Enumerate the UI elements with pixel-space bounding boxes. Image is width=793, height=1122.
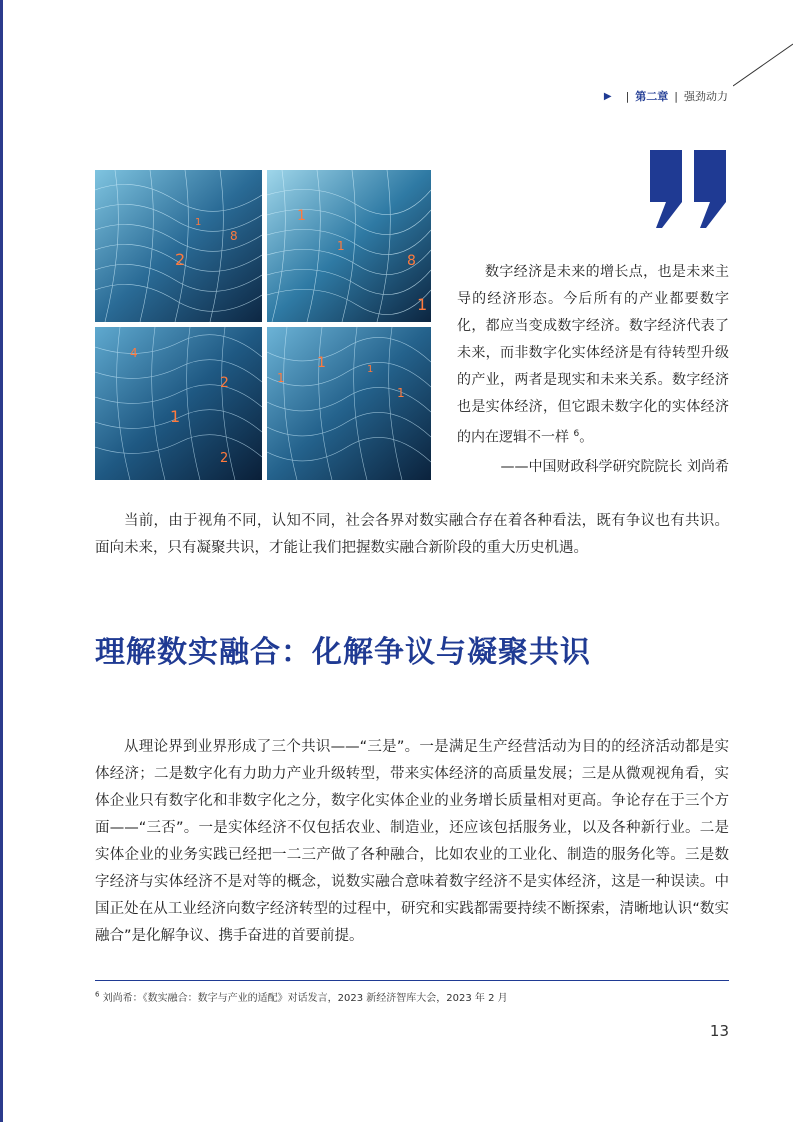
svg-text:1: 1 bbox=[417, 295, 428, 314]
svg-text:1: 1 bbox=[170, 407, 181, 426]
corner-decoration-line bbox=[733, 40, 793, 90]
svg-text:2: 2 bbox=[175, 250, 186, 269]
footnote: $^6$ 刘尚希：《数实融合：数字与产业的适配》对话发言，2023 新经济智库大会，2023 年 2 月 bbox=[95, 990, 508, 1004]
svg-text:8: 8 bbox=[230, 229, 238, 243]
svg-text:1: 1 bbox=[367, 364, 374, 375]
image-tile-bottom-right bbox=[267, 327, 431, 480]
svg-text:1: 1 bbox=[337, 239, 345, 253]
chapter-title: 强劲动力 bbox=[684, 90, 728, 103]
svg-text:2: 2 bbox=[220, 375, 229, 391]
footnote-divider bbox=[95, 980, 729, 981]
section-title: 理解数实融合：化解争议与凝聚共识 bbox=[95, 635, 591, 670]
chapter-label: 第二章 bbox=[635, 90, 669, 103]
footnote-number: 6 bbox=[95, 990, 100, 999]
digital-wave-image bbox=[95, 170, 431, 480]
svg-text:1: 1 bbox=[397, 386, 405, 400]
intro-paragraph: 当前，由于视角不同，认知不同，社会各界对数实融合存在着各种看法，既有争议也有共识。面向未来，只有凝聚共识，才能让我们把握数实融合新阶段的重大历史机遇。 bbox=[95, 513, 729, 556]
footnote-ref: 6 bbox=[573, 429, 580, 439]
svg-text:4: 4 bbox=[130, 346, 138, 360]
running-header: ▶ | 第二章 | 强劲动力 bbox=[603, 89, 728, 103]
svg-text:1: 1 bbox=[195, 217, 202, 228]
svg-text:1: 1 bbox=[317, 355, 326, 371]
left-edge-rule bbox=[0, 0, 3, 1122]
quote-source: ——中国财政科学研究院院长 刘尚希 bbox=[500, 459, 729, 475]
page-number: 13 bbox=[709, 1022, 729, 1040]
body-paragraph: 从理论界到业界形成了三个共识——“三是”。一是满足生产经营活动为目的的经济活动都是实体经济；二是数字化有力助力产业升级转型，带来实体经济的高质量发展；三是从微观视角看，实体企业只有数字化和非数字化之分，数字化实体企业的业务增长质量相对更高。争论存在于三个方面——“三否”。一是实体经济不仅包括农业、制造业，还应该包括服务业，以及各种新行业。二是实体企业的业务实践已经把一二三产做了各种融合，比如农业的工业化、制造的服务化等。三是数字经济与实体经济不是对等的概念，说数实融合意味着数字经济不是实体经济，这是一种误读。中国正处在从工业经济向数字经济转型的过程中，研究和实践都需要持续不断探索，清晰地认识“数实融合”是化解争议、携手奋进的首要前提。 bbox=[95, 739, 729, 944]
quote-mark-icon bbox=[648, 150, 730, 230]
play-arrow-icon: ▶ bbox=[603, 90, 612, 102]
image-tile-top-right bbox=[267, 170, 431, 322]
quote-text: 数字经济是未来的增长点，也是未来主导的经济形态。今后所有的产业都要数字化，都应当变成数字经济。数字经济代表了未来，而非数字化实体经济是有待转型升级的产业，两者是现实和未来关系。数字经济也是实体经济，但它跟未数字化的实体经济的内在逻辑不一样 $^6$。 bbox=[457, 264, 729, 446]
svg-text:1: 1 bbox=[277, 371, 285, 385]
image-tile-top-left bbox=[95, 170, 262, 322]
image-tile-bottom-left bbox=[95, 327, 262, 480]
svg-text:2: 2 bbox=[220, 451, 229, 466]
svg-text:1: 1 bbox=[297, 208, 306, 224]
svg-text:8: 8 bbox=[407, 253, 416, 269]
